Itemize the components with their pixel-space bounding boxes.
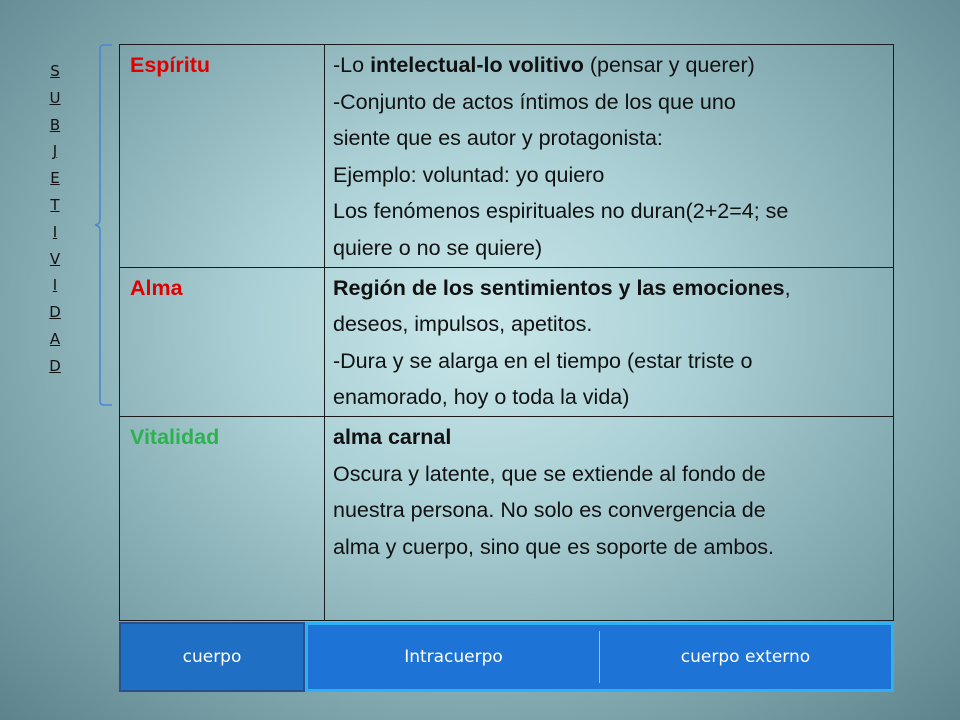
table-row-alma (120, 267, 894, 416)
side-letter: J (52, 142, 58, 161)
content-line (333, 84, 887, 121)
content-line (333, 456, 887, 493)
text-segment: nuestra persona. No solo es convergencia de (333, 498, 766, 523)
text-segment: -Lo (333, 53, 371, 77)
subjetividad-table (119, 44, 894, 621)
bold-text: Región de los sentimientos y las emociones (333, 275, 785, 300)
subjetividad-vertical-label (44, 58, 66, 380)
side-letter: D (49, 356, 61, 375)
text-segment: Ejemplo: voluntad: yo quiero (333, 162, 605, 187)
side-letter: A (49, 329, 61, 348)
text-segment: deseos, impulsos, apetitos. (333, 312, 593, 337)
text-segment: , (784, 275, 791, 300)
bar-cuerpo-label: cuerpo (182, 647, 242, 667)
text-segment: (pensar y querer) (583, 53, 755, 77)
content-line (333, 306, 887, 343)
row-content-alma (325, 267, 894, 416)
content-line (333, 193, 887, 230)
bar-cuerpo (119, 622, 305, 692)
content-line (333, 270, 887, 307)
content-line (333, 379, 887, 416)
side-letter: B (49, 115, 61, 134)
content-line (333, 120, 887, 157)
text-segment: enamorado, hoy o toda la vida) (333, 385, 630, 410)
content-line (333, 529, 887, 566)
row-content-espiritu (325, 45, 894, 268)
table-row-vitalidad (120, 416, 894, 620)
table-row-espiritu (120, 45, 894, 268)
text-segment: Los fenómenos espirituales no duran(2+2=4; se (333, 199, 789, 224)
text-segment: -Dura y se alarga en el tiempo (estar triste o (333, 348, 753, 373)
bracket-brace-icon (92, 44, 116, 406)
side-letter: D (49, 303, 61, 322)
side-letter: V (49, 249, 61, 268)
text-segment: Oscura y latente, que se extiende al fondo de (333, 461, 766, 486)
content-line (333, 230, 887, 267)
content-line (333, 47, 887, 84)
content-line (333, 157, 887, 194)
content-line (333, 492, 887, 529)
bar-intracuerpo-label: Intracuerpo (404, 647, 503, 667)
row-label-alma: Alma (120, 267, 325, 416)
content-line (333, 419, 887, 456)
side-letter: E (50, 169, 60, 188)
side-letter: T (50, 195, 60, 214)
side-letter: I (52, 222, 58, 241)
body-bar (119, 622, 894, 692)
bar-cuerpo-externo-label: cuerpo externo (680, 647, 811, 667)
row-content-vitalidad (325, 416, 894, 620)
side-letter: I (52, 276, 58, 295)
text-segment: alma y cuerpo, sino que es soporte de ambos. (333, 534, 775, 559)
side-letter: U (49, 88, 61, 107)
text-segment: quiere o no se quiere) (333, 235, 543, 260)
text-segment: siente que es autor y protagonista: (333, 126, 663, 151)
row-label-vitalidad: Vitalidad (120, 416, 325, 620)
side-letter: S (50, 62, 60, 80)
bold-text: intelectual-lo volitivo (370, 53, 584, 77)
row-label-espiritu: Espíritu (120, 45, 325, 268)
content-line (333, 343, 887, 380)
bar-intracuerpo-externo (305, 622, 894, 692)
bold-text: alma carnal (333, 424, 452, 449)
text-segment: -Conjunto de actos íntimos de los que uno (333, 89, 736, 114)
